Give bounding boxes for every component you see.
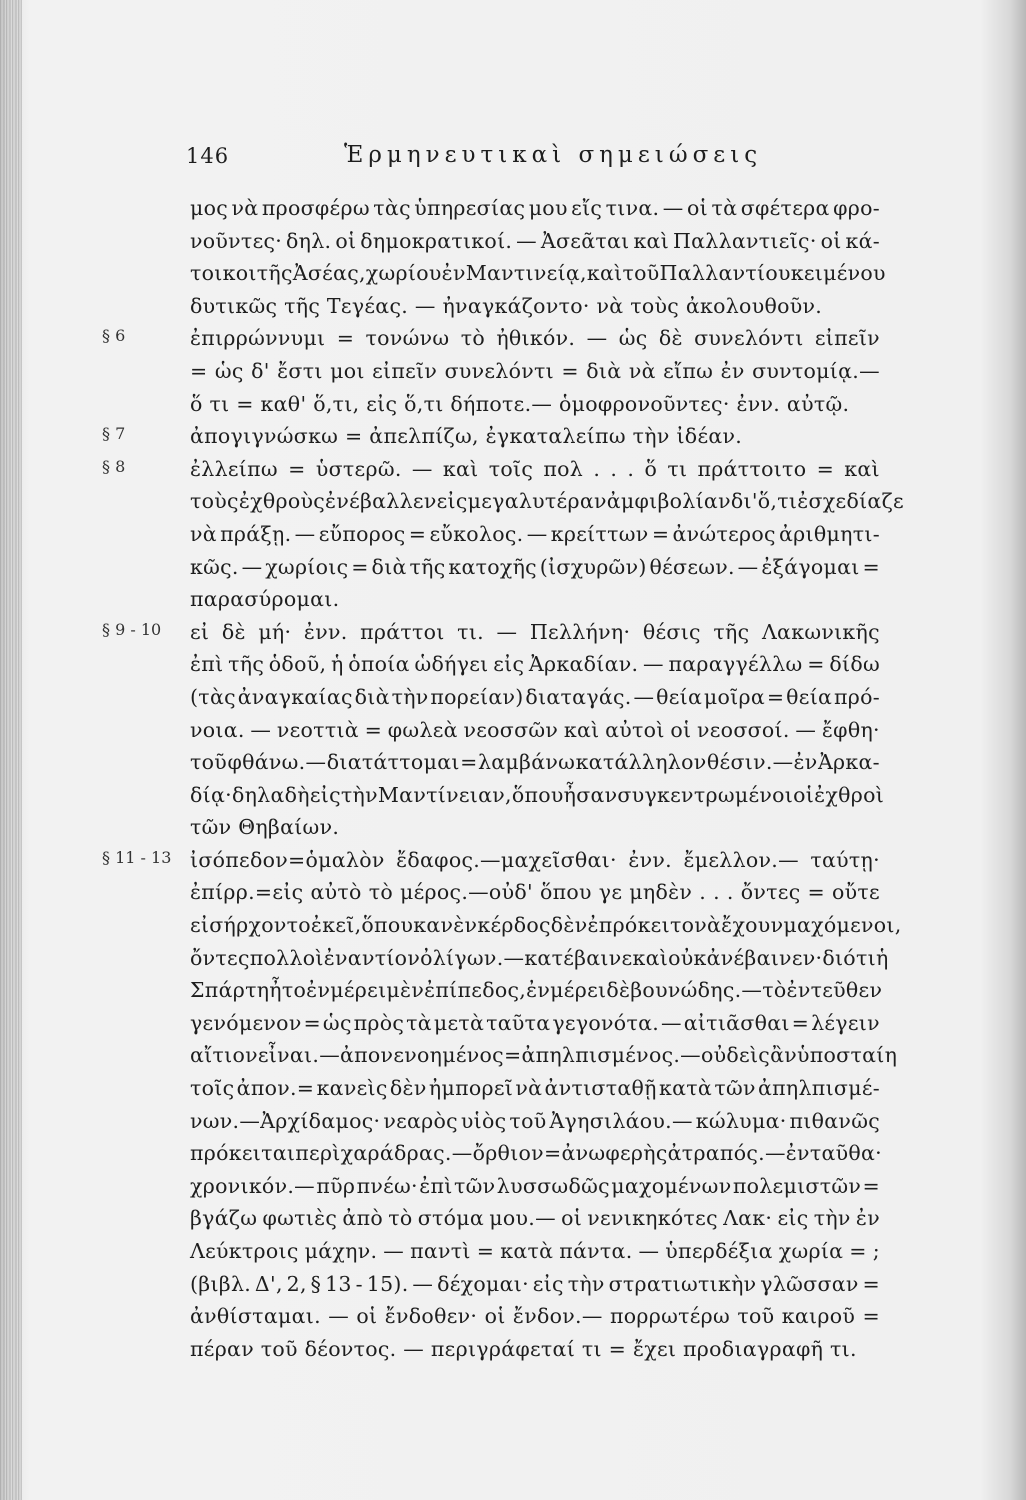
text-line	[190, 587, 880, 620]
line-text: νὰ πράξῃ. — εὔπορος = εὔκολος. — κρείττων = ἀνώτερος ἀριθμητι-	[190, 521, 880, 546]
text-line	[190, 945, 889, 979]
line-text: ὄντες πολλοὶ ἐναντίον ὀλίγων.—κατέβαινε καὶ οὐκ ἀνέβαινεν· διότι ἡ	[190, 945, 889, 970]
running-title: Ἑρμηνευτικαὶ σημειώσεις	[344, 142, 763, 168]
text-line	[190, 1174, 880, 1207]
line-text: εἰσήρχοντο ἐκεῖ, ὅπου κανὲν κέρδος δὲν ἐπρόκειτο νὰ ἔχουν μαχόμενοι,	[190, 913, 902, 938]
line-text: (βιβλ. Δ', 2, § 13 - 15). — δέχομαι· εἰς τὴν στρατιωτικὴν γλῶσσαν =	[190, 1271, 880, 1296]
text-line	[190, 718, 880, 751]
section-number: § 9 - 10	[102, 619, 162, 639]
text-line	[190, 1239, 880, 1272]
line-text: ἀπογιγνώσκω = ἀπελπίζω, ἐγκαταλείπω τὴν ἰδέαν.	[190, 424, 743, 449]
line-text: (τὰς ἀναγκαίας διὰ τὴν πορείαν) διαταγάς. — θεία μοῖρα = θεία πρό-	[190, 684, 880, 709]
line-text: δυτικῶς τῆς Τεγέας. — ἠναγκάζοντο· νὰ τοὺς ἀκολουθοῦν.	[190, 293, 823, 318]
text-line	[190, 652, 880, 685]
text-line	[190, 196, 880, 229]
text-line	[102, 456, 880, 490]
section-number: § 7	[102, 424, 126, 444]
line-text: τοῖς ἀπον.= κανεὶς δὲν ἠμπορεῖ νὰ ἀντισταθῇ κατὰ τῶν ἀπηλπισμέ-	[190, 1076, 880, 1101]
line-text: γενόμενον = ὡς πρὸς τὰ μετὰ ταῦτα γεγονότα. — αἰτιᾶσθαι = λέγειν	[190, 1010, 880, 1035]
text-line	[190, 261, 886, 294]
line-text: βγάζω φωτιὲς ἀπὸ τὸ στόμα μου.— οἱ νενικηκότες Λακ· εἰς τὴν ἐν	[190, 1206, 880, 1231]
text-line	[190, 489, 904, 522]
text-line	[102, 326, 880, 359]
text-line	[190, 685, 880, 718]
line-text: τοὺς ἐχθροὺς ἐνέβαλλεν εἰς μεγαλυτέραν ἀμφιβολίαν δι' ὅ,τι ἐσχεδίαζε	[190, 489, 904, 514]
text-line	[190, 978, 883, 1011]
line-text: Σπάρτη ἦτο ἐν μέρει μὲν ἐπίπεδος, ἐν μέρει δὲ βουνώδης.—τὸ ἐντεῦθεν	[190, 978, 883, 1003]
line-text: χρονικόν.— πῦρ πνέω· ἐπὶ τῶν λυσσωδῶς μαχομένων πολεμιστῶν =	[190, 1173, 880, 1198]
text-line	[190, 1076, 880, 1109]
text-line	[190, 750, 880, 783]
text-line	[190, 1272, 880, 1305]
line-text: νοῦντες· δηλ. οἱ δημοκρατικοί. — Ἀσεᾶται καὶ Παλλαντιεῖς· οἱ κά-	[190, 228, 880, 253]
text-line	[190, 1206, 880, 1239]
line-text: ἐπὶ τῆς ὁδοῦ, ἡ ὁποία ὡδήγει εἰς Ἀρκαδίαν. — παραγγέλλω = δίδω	[190, 652, 880, 677]
text-line	[102, 847, 880, 881]
text-line	[102, 619, 880, 653]
line-text: ὅ τι = καθ' ὅ,τι, εἰς ὅ,τι δήποτε.— ὁμοφρονοῦντες· ἐνν. αὐτῷ.	[190, 391, 850, 416]
text-line	[190, 522, 880, 555]
text-line	[190, 815, 880, 848]
commentary-body	[102, 196, 904, 1369]
text-line	[190, 555, 880, 588]
line-text: τοικοι τῆς Ἀσέας, χωρίου ἐν Μαντινείᾳ, καὶ τοῦ Παλλαντίου κειμένου	[190, 261, 886, 286]
text-line	[190, 880, 880, 913]
line-text: κῶς. — χωρίοις = διὰ τῆς κατοχῆς (ἰσχυρῶν) θέσεων. — ἐξάγομαι =	[190, 554, 880, 579]
line-text: νων.—Ἀρχίδαμος· νεαρὸς υἱὸς τοῦ Ἀγησιλάου.— κώλυμα· πιθανῶς	[190, 1108, 880, 1133]
text-line	[190, 229, 880, 262]
line-text: Λεύκτροις μάχην. — παντὶ = κατὰ πάντα. — ὑπερδέξια χωρία = ;	[190, 1239, 880, 1263]
section-number: § 8	[102, 456, 126, 476]
line-text: = ὡς δ' ἔστι μοι εἰπεῖν συνελόντι = διὰ νὰ εἴπω ἐν συντομίᾳ.—	[190, 358, 880, 383]
line-text: ἀνθίσταμαι. — οἱ ἔνδοθεν· οἱ ἔνδον.— πορρωτέρω τοῦ καιροῦ =	[190, 1304, 880, 1329]
text-line	[102, 424, 880, 457]
text-line	[190, 359, 880, 392]
text-line	[190, 1043, 898, 1076]
section-number: § 11 - 13	[102, 847, 172, 867]
text-line	[190, 1011, 880, 1044]
line-text: αἴτιον εἶναι.—ἀπονενοημένος= ἀπηλπισμένος.—οὐδεὶς ἂν ὑποσταίη	[190, 1043, 898, 1068]
line-text: παρασύρομαι.	[190, 587, 340, 612]
text-line	[190, 392, 880, 425]
line-text: τῶν Θηβαίων.	[190, 815, 340, 840]
line-text: πρόκειται περὶ χαράδρας.— ὄρθιον = ἀνωφερὴς ἀτραπός.— ἐνταῦθα·	[190, 1141, 882, 1166]
text-line	[190, 1141, 880, 1174]
text-line	[190, 1109, 880, 1142]
line-text: νοια. — νεοττιὰ = φωλεὰ νεοσσῶν καὶ αὐτοὶ οἱ νεοσσοί. — ἔφθη·	[190, 717, 880, 742]
line-text: ἐλλείπω = ὑστερῶ. — καὶ τοῖς πολ . . . ὅ τι πράττοιτο = καὶ	[190, 456, 880, 481]
line-text: ἐπιρρώννυμι = τονώνω τὸ ἠθικόν. — ὡς δὲ συνελόντι εἰπεῖν	[190, 326, 880, 351]
line-text: ἐπίρρ.=εἰς αὐτὸ τὸ μέρος.—οὐδ' ὅπου γε μηδὲν . . . ὄντες = οὔτε	[190, 880, 880, 905]
text-line	[190, 1304, 880, 1337]
text-line	[190, 782, 885, 816]
page-header	[186, 140, 866, 176]
text-line	[190, 294, 880, 327]
line-text: ἰσόπεδον=ὁμαλὸν ἔδαφος.—μαχεῖσθαι· ἐνν. ἔμελλον.— ταύτῃ·	[190, 847, 880, 872]
section-number: § 6	[102, 326, 126, 346]
text-line	[190, 1337, 880, 1370]
line-text: εἰ δὲ μή· ἐνν. πράττοι τι. — Πελλήνη· θέσις τῆς Λακωνικῆς	[190, 619, 880, 644]
line-text: δίᾳ· δηλαδὴ εἰς τὴν Μαντίνειαν, ὅπου ἦσαν συγκεντρωμένοι οἱ ἐχθροὶ	[190, 782, 885, 807]
book-spine-edge	[0, 0, 22, 1500]
line-text: μος νὰ προσφέρω τὰς ὑπηρεσίας μου εἴς τινα. — οἱ τὰ σφέτερα φρο-	[190, 196, 880, 220]
text-line	[190, 913, 902, 946]
page-number: 146	[186, 144, 230, 168]
line-text: πέραν τοῦ δέοντος. — περιγράφεταί τι = ἔχει προδιαγραφῆ τι.	[190, 1336, 857, 1361]
line-text: τοῦ φθάνω.— διατάττομαι = λαμβάνω κατάλληλον θέσιν.—ἐν Ἀρκα-	[190, 750, 880, 775]
